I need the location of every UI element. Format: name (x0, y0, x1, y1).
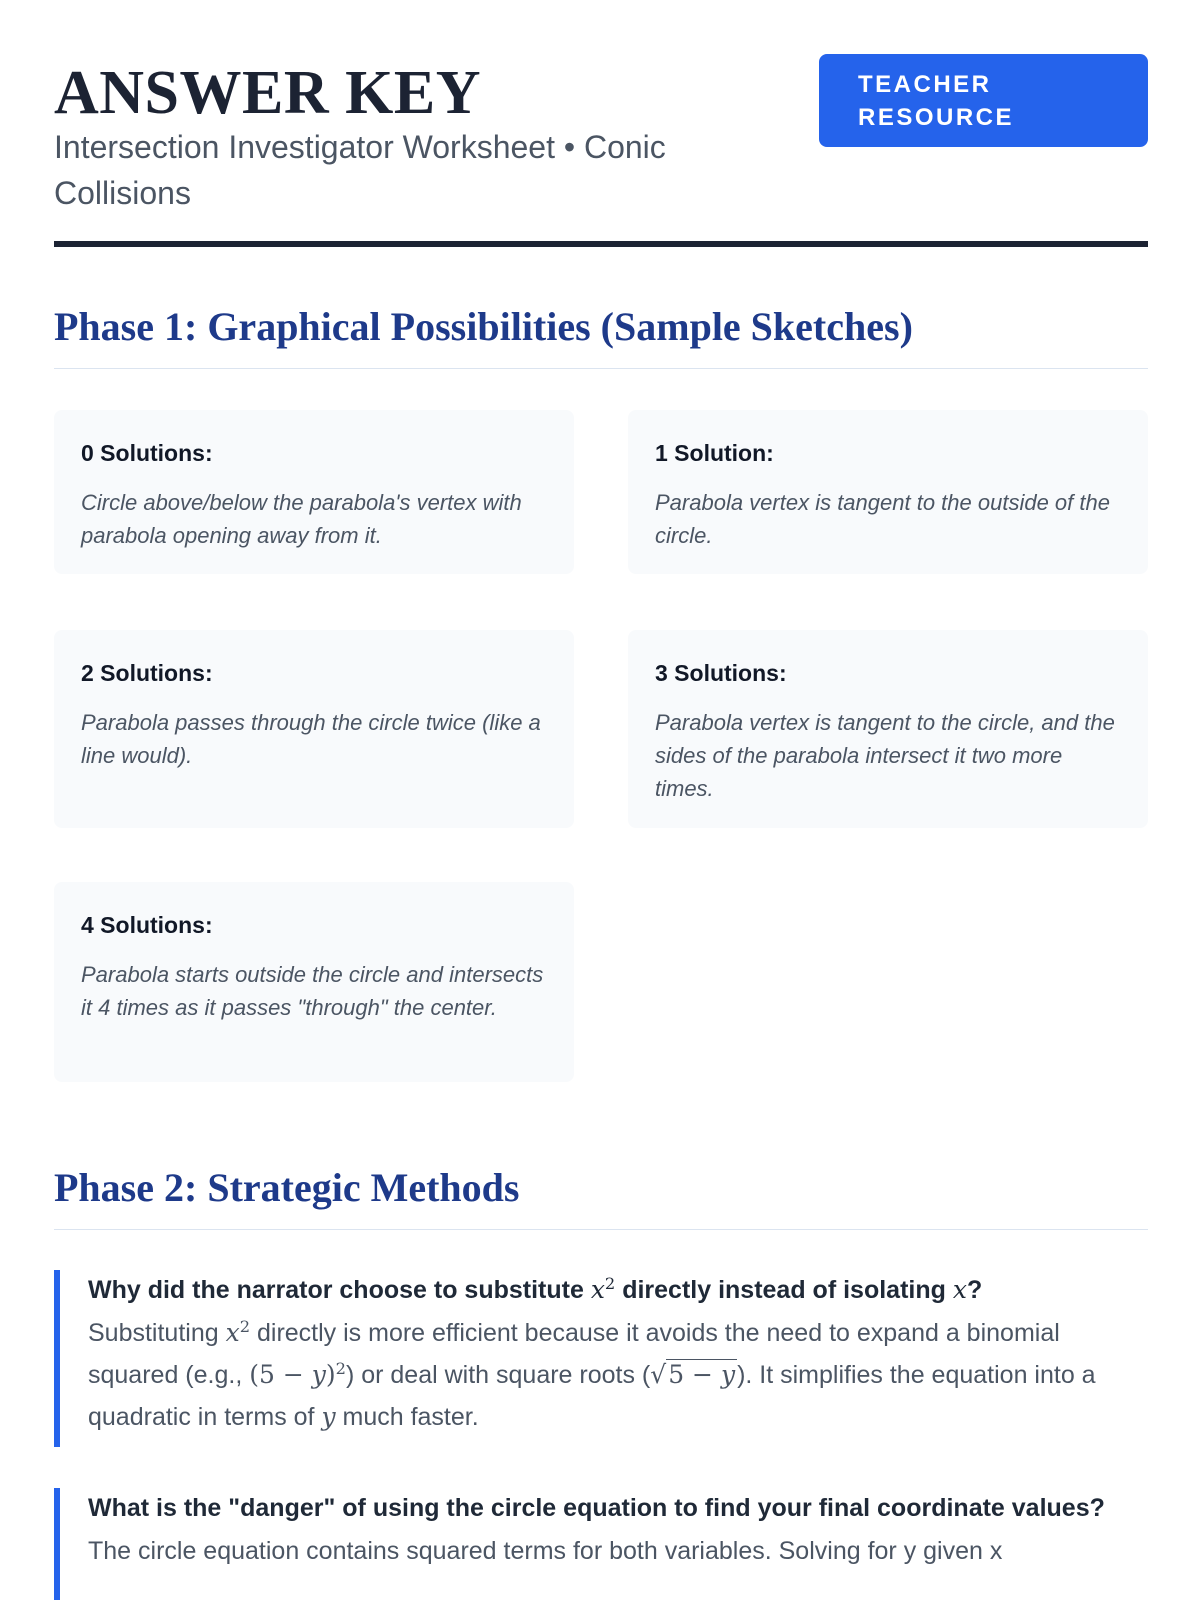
teacher-resource-badge (819, 54, 1148, 147)
math-binomial-squared: $(5 - y)^2$ (249, 1359, 346, 1389)
header (54, 52, 1148, 246)
card-description: Parabola passes through the circle twice (like a line would). (81, 710, 541, 768)
qa-block-danger (54, 1488, 1148, 1600)
phase-2-heading: Phase 2: Strategic Methods (54, 1161, 1148, 1230)
card-description: Parabola vertex is tangent to the outside of the circle. (655, 490, 1110, 548)
answer-text-part: directly is more efficient because it avoids the need to expand a binomial squared (e.g., (88, 1319, 1060, 1389)
page-subtitle: Intersection Investigator Worksheet • Conic Collisions (54, 129, 666, 211)
question-text-part: Why did the narrator choose to substitute (88, 1276, 591, 1304)
page-title: ANSWER KEY (54, 59, 482, 127)
badge-line-1: TEACHER (858, 71, 992, 98)
card-title: 2 Solutions: (81, 660, 213, 686)
solution-card-1 (628, 410, 1148, 574)
math-x-squared: $x^2$ (590, 1274, 616, 1304)
answer-text-part: ). It simplifies the equation into a quadratic in terms of (88, 1361, 1096, 1431)
phase-1-heading: Phase 1: Graphical Possibilities (Sample Sketches) (54, 300, 1148, 369)
math-square-root: √5 − y (650, 1360, 736, 1389)
card-description: Parabola vertex is tangent to the circle, and the sides of the parabola intersect it two more times. (655, 710, 1115, 801)
question-text-part: directly instead of isolating (615, 1276, 953, 1304)
card-title: 3 Solutions: (655, 660, 787, 686)
question-text: What is the "danger" of using the circle equation to find your final coordinate values? (88, 1494, 1105, 1522)
math-x-squared: $x^2$ (225, 1317, 251, 1347)
solution-card-2 (54, 630, 574, 828)
answer-text-part: Substituting (88, 1319, 226, 1347)
badge-line-2: RESOURCE (858, 104, 1015, 131)
math-x: x (952, 1275, 967, 1304)
solution-card-4 (54, 882, 574, 1082)
card-description: Parabola starts outside the circle and intersects it 4 times as it passes "through" the center. (81, 962, 544, 1020)
card-title: 4 Solutions: (81, 912, 213, 938)
answer-text: The circle equation contains squared terms for both variables. Solving for y given x (88, 1537, 1003, 1565)
header-divider (54, 241, 1148, 247)
card-description: Circle above/below the parabola's vertex with parabola opening away from it. (81, 490, 522, 548)
card-title: 0 Solutions: (81, 440, 213, 466)
answer-text-part: much faster. (335, 1403, 479, 1431)
answer-text-part: ) or deal with square roots ( (345, 1361, 651, 1389)
card-title: 1 Solution: (655, 440, 774, 466)
math-y: y (321, 1402, 336, 1431)
qa-block-substitution (54, 1270, 1148, 1447)
solution-card-3 (628, 630, 1148, 828)
question-text (88, 1270, 1148, 1310)
question-text-part: ? (966, 1276, 983, 1304)
answer-key-page (54, 0, 1148, 1600)
solution-card-0 (54, 410, 574, 574)
answer-text (88, 1312, 1148, 1438)
